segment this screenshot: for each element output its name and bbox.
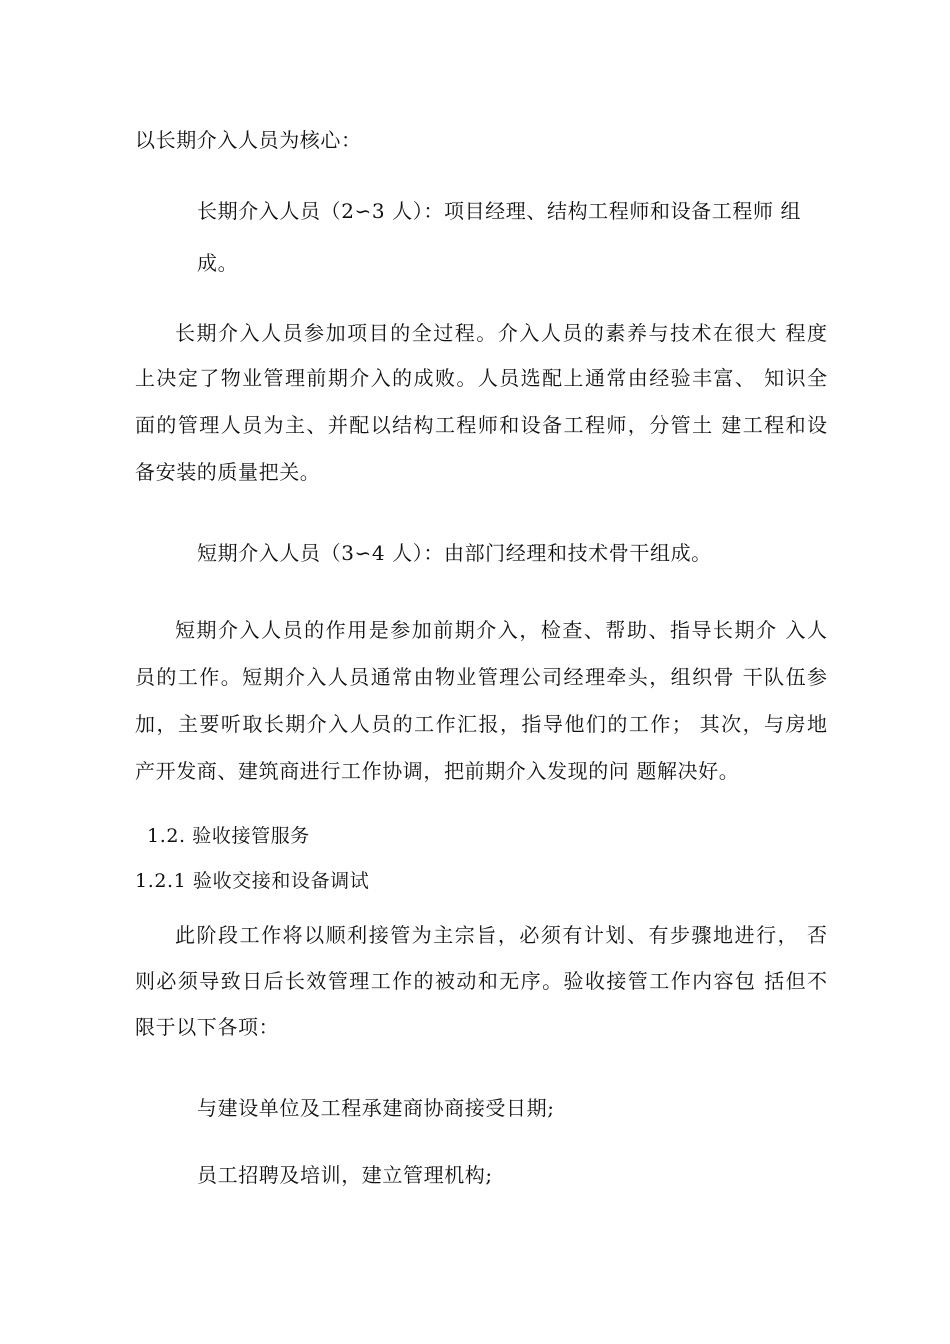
section-heading-1-2: 1.2. 验收接管服务 [147, 825, 310, 847]
paragraph-3-line-2: 则必须导致日后长效管理工作的被动和无序。验收接管工作内容包 括但不 [135, 969, 827, 993]
paragraph-2-line-4: 产开发商、建筑商进行工作协调，把前期介入发现的问 题解决好。 [135, 759, 740, 783]
intro-line: 以长期介入人员为核心： [135, 128, 362, 152]
paragraph-2-line-1: 短期介入人员的作用是参加前期介入，检查、帮助、指导长期介 入人 [175, 618, 827, 642]
short-term-staff-line: 短期介入人员（3∽4 人）：由部门经理和技术骨干组成。 [197, 541, 712, 565]
long-term-staff-line-1: 长期介入人员（2∽3 人）：项目经理、结构工程师和设备工程师 组 [197, 199, 802, 223]
paragraph-2-line-2: 员的工作。短期介入人员通常由物业管理公司经理牵头，组织骨 干队伍参 [135, 665, 827, 689]
section-heading-1-2-1: 1.2.1 验收交接和设备调试 [135, 870, 370, 892]
paragraph-1-line-1: 长期介入人员参加项目的全过程。介入人员的素养与技术在很大 程度 [175, 321, 827, 345]
list-item-1: 与建设单位及工程承建商协商接受日期; [197, 1096, 555, 1120]
paragraph-1-line-4: 备安装的质量把关。 [135, 460, 321, 484]
paragraph-3-line-1: 此阶段工作将以顺利接管为主宗旨，必须有计划、有步骤地进行， 否 [175, 923, 827, 947]
paragraph-1-line-3: 面的管理人员为主、并配以结构工程师和设备工程师，分管土 建工程和设 [135, 413, 827, 437]
long-term-staff-line-2: 成。 [197, 251, 239, 275]
list-item-2: 员工招聘及培训，建立管理机构; [197, 1163, 493, 1187]
paragraph-1-line-2: 上决定了物业管理前期介入的成败。人员选配上通常由经验丰富、 知识全 [135, 366, 827, 390]
paragraph-3-line-3: 限于以下各项： [135, 1015, 280, 1039]
paragraph-2-line-3: 加，主要听取长期介入人员的工作汇报，指导他们的工作； 其次，与房地 [135, 712, 827, 736]
